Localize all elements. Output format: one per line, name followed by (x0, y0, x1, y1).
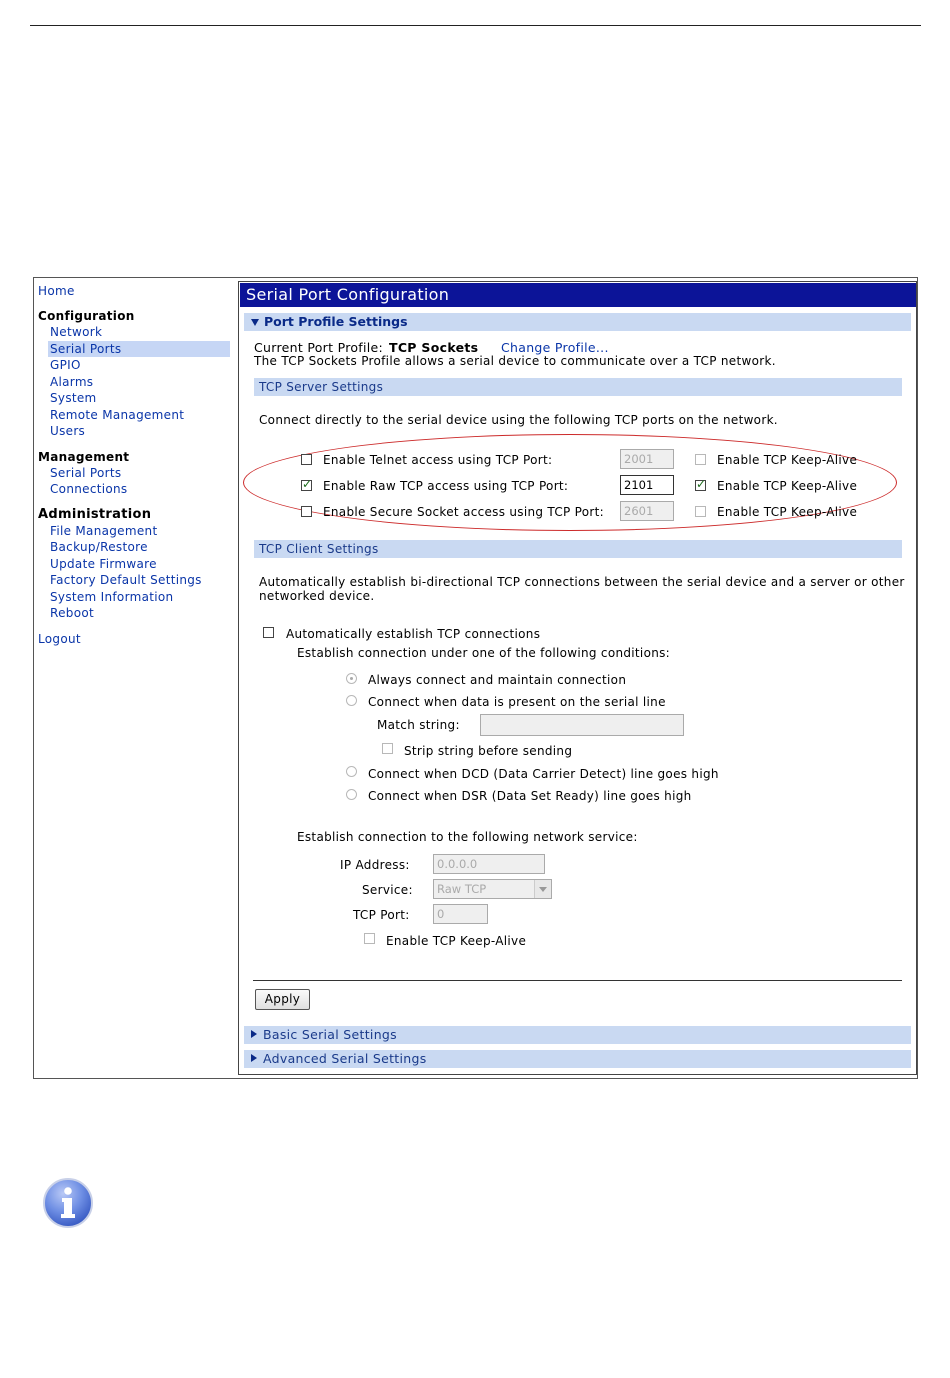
data-present-label: Connect when data is present on the serial line (368, 695, 666, 709)
data-present-radio[interactable] (346, 695, 357, 706)
nav-admin-factory-defaults[interactable]: Factory Default Settings (50, 573, 202, 587)
always-connect-label: Always connect and maintain connection (368, 673, 627, 687)
profile-description: The TCP Sockets Profile allows a serial device to communicate over a TCP network. (254, 354, 776, 368)
nav-config-network[interactable]: Network (50, 325, 103, 339)
secure-socket-enable-checkbox[interactable] (301, 506, 312, 517)
telnet-port-input[interactable]: 2001 (620, 449, 674, 469)
advanced-serial-settings-label: Advanced Serial Settings (263, 1051, 427, 1066)
ip-address-input[interactable]: 0.0.0.0 (433, 854, 545, 874)
service-select[interactable] (433, 879, 552, 899)
nav-admin-file-management[interactable]: File Management (50, 523, 158, 538)
current-profile-value: TCP Sockets (389, 340, 479, 355)
dcd-radio[interactable] (346, 766, 357, 777)
tcp-server-description: Connect directly to the serial device using the following TCP ports on the network. (259, 413, 778, 427)
strip-string-label: Strip string before sending (404, 744, 573, 758)
telnet-enable-label: Enable Telnet access using TCP Port: (323, 453, 553, 467)
basic-serial-settings-header[interactable] (244, 1026, 911, 1044)
chevron-down-icon (534, 880, 551, 898)
network-service-label: Establish connection to the following network service: (297, 830, 638, 844)
nav-logout[interactable]: Logout (38, 631, 81, 646)
client-keepalive-label: Enable TCP Keep-Alive (386, 934, 527, 948)
dcd-label: Connect when DCD (Data Carrier Detect) line goes high (368, 767, 719, 781)
basic-serial-settings-label: Basic Serial Settings (263, 1027, 397, 1042)
tcp-client-description-line1: Automatically establish bi-directional TCP connections between the serial device and a server or other (259, 575, 905, 589)
raw-tcp-enable-checkbox[interactable] (301, 480, 312, 491)
tcp-server-settings-header: TCP Server Settings (254, 378, 902, 396)
nav-home[interactable]: Home (38, 284, 75, 298)
change-profile-link[interactable]: Change Profile... (501, 340, 609, 355)
section-divider (253, 980, 902, 981)
nav-section-configuration: Configuration (38, 309, 135, 323)
nav-admin-backup-restore[interactable]: Backup/Restore (50, 540, 148, 554)
port-profile-section-header[interactable] (244, 313, 911, 331)
nav-section-administration: Administration (38, 506, 152, 522)
nav-admin-reboot[interactable]: Reboot (50, 606, 94, 620)
secure-socket-keepalive-label: Enable TCP Keep-Alive (717, 505, 858, 519)
always-connect-radio[interactable] (346, 673, 357, 684)
raw-tcp-keepalive-label: Enable TCP Keep-Alive (717, 479, 858, 493)
nav-config-users[interactable]: Users (50, 424, 86, 438)
nav-admin-update-firmware[interactable]: Update Firmware (50, 556, 157, 571)
match-string-label: Match string: (377, 718, 460, 732)
page-title: Serial Port Configuration (240, 283, 916, 307)
nav-config-alarms[interactable]: Alarms (50, 374, 94, 389)
nav-config-remote-management[interactable]: Remote Management (50, 407, 185, 422)
raw-tcp-enable-label: Enable Raw TCP access using TCP Port: (323, 479, 569, 493)
sidebar-nav (38, 283, 230, 647)
nav-config-system[interactable]: System (50, 391, 97, 405)
collapsed-arrow-icon (251, 1030, 257, 1038)
raw-tcp-port-input[interactable]: 2101 (620, 475, 674, 495)
client-keepalive-checkbox[interactable] (364, 933, 375, 944)
dsr-radio[interactable] (346, 789, 357, 800)
raw-tcp-keepalive-checkbox[interactable] (695, 480, 706, 491)
auto-connect-checkbox[interactable] (263, 627, 274, 638)
current-profile-label: Current Port Profile: (254, 340, 384, 355)
page-top-rule (30, 25, 921, 26)
auto-connect-label: Automatically establish TCP connections (286, 627, 541, 641)
collapsed-arrow-icon (251, 1054, 257, 1062)
service-select-value: Raw TCP (437, 882, 487, 896)
tcp-client-description-line2: networked device. (259, 589, 375, 603)
apply-button[interactable]: Apply (255, 989, 310, 1010)
telnet-keepalive-checkbox[interactable] (695, 454, 706, 465)
nav-mgmt-serial-ports[interactable]: Serial Ports (50, 465, 122, 480)
secure-socket-keepalive-checkbox[interactable] (695, 506, 706, 517)
info-icon (42, 1177, 94, 1229)
strip-string-checkbox[interactable] (382, 743, 393, 754)
dsr-label: Connect when DSR (Data Set Ready) line goes high (368, 789, 692, 803)
telnet-enable-checkbox[interactable] (301, 454, 312, 465)
secure-socket-enable-label: Enable Secure Socket access using TCP Port: (323, 505, 605, 519)
expanded-arrow-icon (251, 319, 259, 326)
nav-config-gpio[interactable]: GPIO (50, 358, 81, 372)
nav-admin-system-information[interactable]: System Information (50, 589, 174, 604)
nav-mgmt-connections[interactable]: Connections (50, 482, 128, 496)
match-string-input[interactable] (480, 714, 684, 736)
service-label: Service: (362, 883, 413, 897)
telnet-keepalive-label: Enable TCP Keep-Alive (717, 453, 858, 467)
nav-section-management: Management (38, 449, 130, 464)
tcp-port-label: TCP Port: (353, 908, 410, 922)
tcp-client-settings-header: TCP Client Settings (254, 540, 902, 558)
conditions-label: Establish connection under one of the following conditions: (297, 646, 671, 660)
advanced-serial-settings-header[interactable] (244, 1050, 911, 1068)
tcp-port-input[interactable]: 0 (433, 904, 488, 924)
port-profile-section-label: Port Profile Settings (264, 314, 408, 329)
ip-address-label: IP Address: (340, 858, 410, 872)
secure-socket-port-input[interactable]: 2601 (620, 501, 674, 521)
nav-config-serial-ports[interactable]: Serial Ports (48, 341, 230, 358)
